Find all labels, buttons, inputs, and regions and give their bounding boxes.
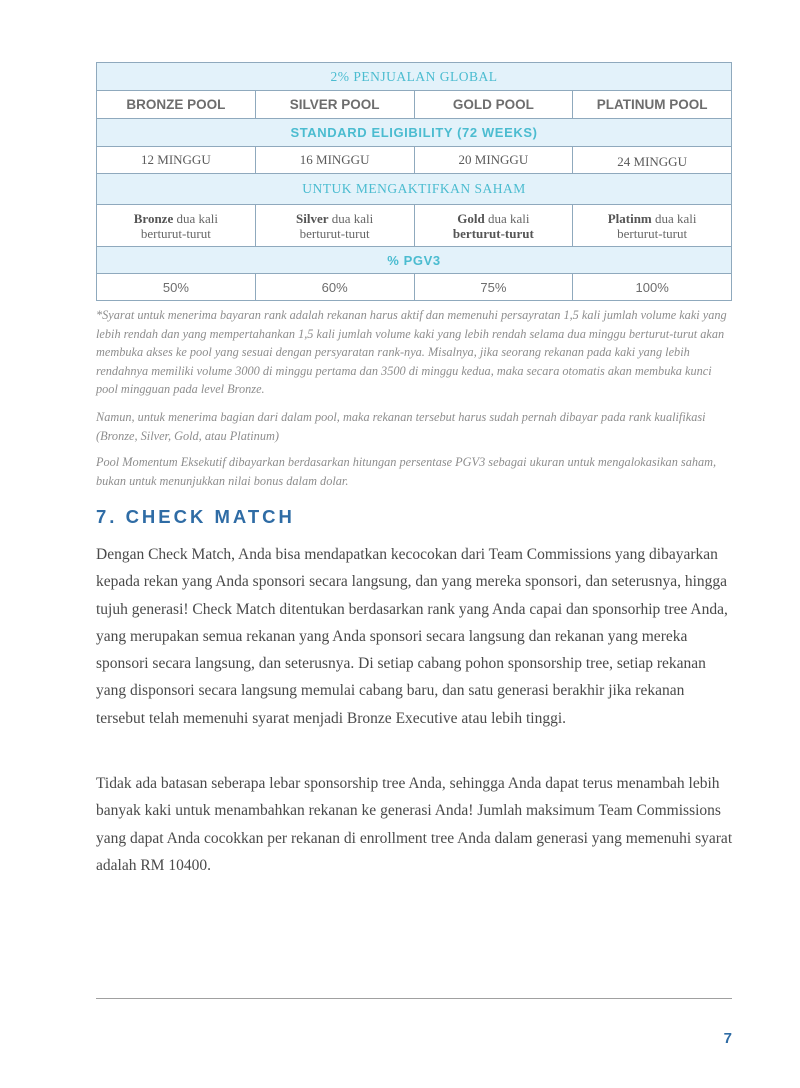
table-title-row [97, 63, 731, 90]
weeks-row [97, 146, 731, 173]
section-heading: 7. CHECK MATCH [96, 506, 295, 527]
weeks-platinum: 24 MINGGU [572, 147, 731, 173]
activate-gold [414, 205, 573, 246]
pool-name-gold: GOLD POOL [414, 91, 573, 118]
activate-desc-row [97, 204, 731, 246]
desc-text: dua kali [651, 210, 697, 226]
desc-text: berturut-turut [140, 225, 211, 241]
footer-divider [96, 998, 732, 999]
eligibility-row [97, 118, 731, 146]
pool-names-row [97, 90, 731, 118]
activate-label: UNTUK MENGAKTIFKAN SAHAM [302, 181, 526, 196]
activate-bronze [97, 205, 255, 246]
desc-text: dua kali [173, 210, 218, 226]
weeks-bronze: 12 MINGGU [97, 147, 255, 173]
activate-row [97, 173, 731, 204]
eligibility-label: STANDARD ELIGIBILITY (72 WEEKS) [290, 125, 538, 140]
footnote-2: Namun, untuk menerima bagian dari dalam pool, maka rekanan tersebut harus sudah pernah dibayar pada rank kualifikasi (Bronze, Silver, Gold, atau Platinum) [96, 410, 706, 443]
pct-bronze: 50% [97, 274, 255, 300]
pct-platinum: 100% [572, 274, 731, 300]
paragraph-1: Dengan Check Match, Anda bisa mendapatkan kecocokan dari Team Commissions yang dibayarkan kepada rekan yang Anda sponsori secara langsung, dan yang mereka sponsori, dan seterusnya, hingga tujuh generasi! Check Match ditentukan berdasarkan rank yang Anda capai dan sponsorhip tree Anda, yang merupakan semua rekanan yang Anda sponsori secara langsung dan rekanan yang mereka sponsori secara langsung, dan seterusnya. Di setiap cabang pohon sponsorship tree, setiap rekanan yang disponsori secara langsung memulai cabang baru, dan satu generasi berakhir jika rekanan tersebut telah memenuhi syarat menjadi Bronze Executive atau lebih tinggi. [96, 546, 728, 727]
page-number: 7 [723, 1030, 732, 1047]
pgv-row [97, 246, 731, 273]
pool-table [96, 62, 732, 301]
desc-text: dua kali [484, 210, 530, 226]
pool-name-silver: SILVER POOL [255, 91, 414, 118]
pool-name-bronze: BRONZE POOL [97, 91, 255, 118]
footnote-1: *Syarat untuk menerima bayaran rank adalah rekanan harus aktif dan memenuhi persayratan 1,5 kali jumlah volume kaki yang lebih rendah dan yang mempertahankan 1,5 kali jumlah volume kaki yang lebih rendah selama dua minggu berturut-turut akan membuka akses ke pool yang sesuai dengan persyaratan rank-nya. Misalnya, jika seorang rekanan pada kaki yang lebih rendahnya memiliki volume 3000 di minggu pertama dan 3500 di minggu kedua, maka secara otomatis akan membuka kunci pool mingguan pada level Bronze. [96, 308, 727, 396]
footnote-3: Pool Momentum Eksekutif dibayarkan berdasarkan hitungan persentase PGV3 sebagai ukuran untuk mengalokasikan saham, bukan untuk menunjukkan nilai bonus dalam dolar. [96, 455, 717, 488]
desc-text: berturut-turut [617, 225, 688, 241]
rank-name: Platinm [607, 210, 652, 226]
pct-gold: 75% [414, 274, 573, 300]
desc-text: berturut-turut [452, 225, 534, 241]
activate-platinum [572, 205, 731, 246]
rank-name: Silver [295, 210, 329, 226]
pgv-label: % PGV3 [387, 252, 441, 268]
activate-silver [255, 205, 414, 246]
pct-silver: 60% [255, 274, 414, 300]
table-title: 2% PENJUALAN GLOBAL [330, 68, 498, 84]
desc-text: berturut-turut [299, 225, 370, 241]
rank-name: Gold [457, 210, 485, 226]
weeks-gold: 20 MINGGU [414, 147, 573, 173]
weeks-silver: 16 MINGGU [255, 147, 414, 173]
desc-text: dua kali [328, 210, 374, 226]
pool-name-platinum: PLATINUM POOL [572, 91, 731, 118]
rank-name: Bronze [133, 210, 174, 226]
percentage-row [97, 273, 731, 300]
paragraph-2: Tidak ada batasan seberapa lebar sponsorship tree Anda, sehingga Anda dapat terus menambah lebih banyak kaki untuk menambahkan rekanan ke generasi Anda! Jumlah maksimum Team Commissions yang dapat Anda cocokkan per rekanan di enrollment tree Anda dalam generasi yang memenuhi syarat adalah RM 10400. [96, 775, 733, 874]
